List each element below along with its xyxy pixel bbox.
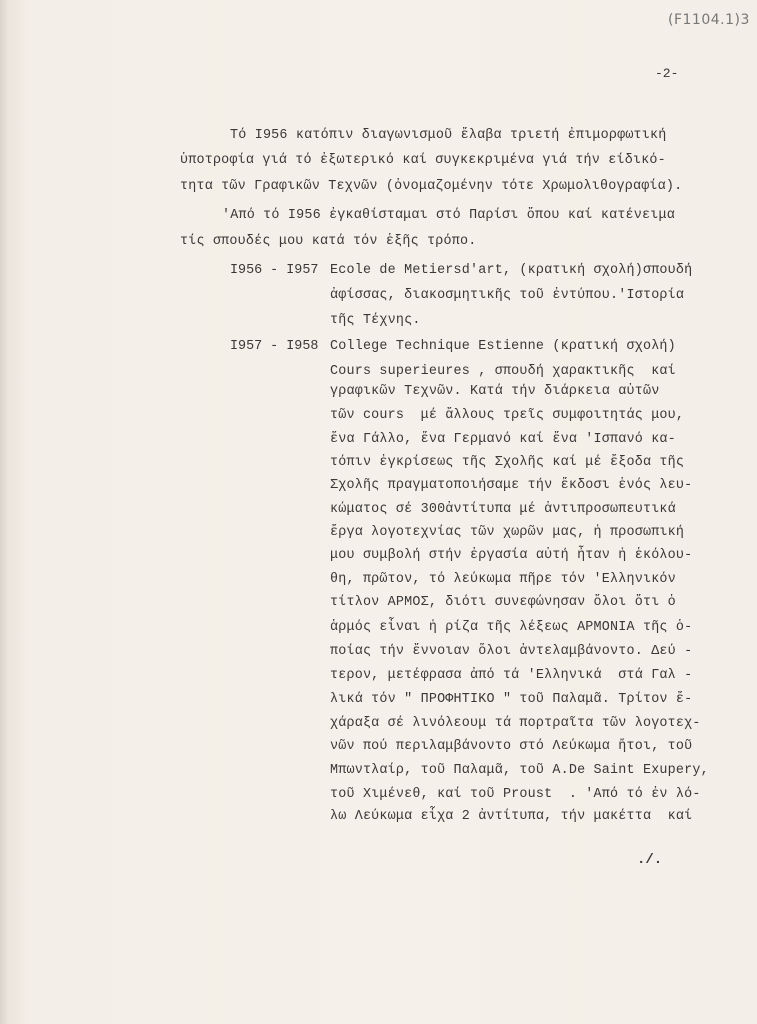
text-line: ἁρμός εἶναι ἡ ρίζα τῆς λέξεως ΑΡΜΟΝΙΑ τῆς ὁ- (330, 620, 693, 635)
entry-dates: I957 - I958 (230, 339, 319, 354)
page-number: -2- (655, 66, 679, 81)
text-line: τερον, μετέφρασα ἀπό τά 'Ελληνικά στά Γαλ - (330, 668, 693, 683)
text-line: ποίας τήν ἔννοιαν ὅλοι ἀντελαμβάνοντο. Δεύ - (330, 644, 693, 659)
text-line: τῶν cours μέ ἄλλους τρεῖς συμφοιτητάς μου, (330, 408, 685, 423)
text-line: τοῦ Χιμένεθ, καί τοῦ Proust . 'Από τό ἐν λό- (330, 787, 701, 802)
text-line: ἕνα Γάλλο, ἕνα Γερμανό καί ἕνα 'Ισπανό κα- (330, 432, 676, 447)
text-line: τίς σπουδές μου κατά τόν ἑξῆς τρόπο. (180, 234, 477, 249)
text-line: λω Λεύκωμα εἶχα 2 ἀντίτυπα, τήν μακέττα καί (330, 809, 693, 824)
text-line: τητα τῶν Γραφικῶν Τεχνῶν (ὀνομαζομένην τότε Χρωμολιθογραφία). (180, 179, 683, 194)
text-line: τίτλον ΑΡΜΟΣ, διότι συνεφώνησαν ὅλοι ὅτι ὁ (330, 595, 676, 610)
entry-dates: I956 - I957 (230, 263, 319, 278)
archive-reference: (F1104.1)3 (668, 12, 750, 28)
text-line: χάραξα σέ λινόλεουμ τά πορτραῖτα τῶν λογοτεχ- (330, 716, 701, 731)
text-line: λικά τόν " ΠΡΟΦΗΤΙΚΟ " τοῦ Παλαμᾶ. Τρίτον ἔ- (330, 692, 693, 707)
text-line: Τό I956 κατόπιν διαγωνισμοῦ ἔλαβα τριετή ἐπιμορφωτική (230, 128, 667, 143)
text-line: νῶν πού περιλαμβάνοντο στό Λεύκωμα ἤτοι, τοῦ (330, 739, 693, 754)
text-line: τόπιν ἐγκρίσεως τῆς Σχολῆς καί μέ ἔξοδα τῆς (330, 455, 685, 470)
text-line: μου συμβολή στήν ἐργασία αὐτή ἦταν ἡ ἑκόλου- (330, 548, 693, 563)
continuation-mark: ./. (637, 852, 663, 868)
text-line: Σχολῆς πραγματοποιήσαμε τήν ἔκδοσι ἑνός λευ- (330, 478, 693, 493)
text-line: ἀφίσσας, διακοσμητικῆς τοῦ ἐντύπου.'Ιστορία (330, 288, 685, 303)
text-line: 'Από τό I956 ἐγκαθίσταμαι στό Παρίσι ὅπου καί κατένειμα (222, 208, 675, 223)
text-line: τῆς Τέχνης. (330, 313, 421, 328)
text-line: ἔργα λογοτεχνίας τῶν χωρῶν μας, ἡ προσωπική (330, 525, 685, 540)
text-line: College Technique Estienne (κρατική σχολή) (330, 339, 676, 354)
text-line: Cours superieures , σπουδή χαρακτικῆς καί (330, 364, 676, 379)
text-line: θη, πρῶτον, τό λεύκωμα πῆρε τόν 'Ελληνικόν (330, 572, 676, 587)
text-line: γραφικῶν Τεχνῶν. Κατά τήν διάρκεια αὐτῶν (330, 384, 660, 399)
text-line: Ecole de Metiersd'art, (κρατική σχολή)σπουδή (330, 263, 693, 278)
text-line: κώματος σέ 300ἀντίτυπα μέ ἀντιπροσωπευτικά (330, 502, 676, 517)
text-line: ὑποτροφία γιά τό ἐξωτερικό καί συγκεκριμένα γιά τήν είδικό- (180, 153, 666, 168)
text-line: Μπωντλαίρ, τοῦ Παλαμᾶ, τοῦ A.De Saint Exupery, (330, 763, 709, 778)
